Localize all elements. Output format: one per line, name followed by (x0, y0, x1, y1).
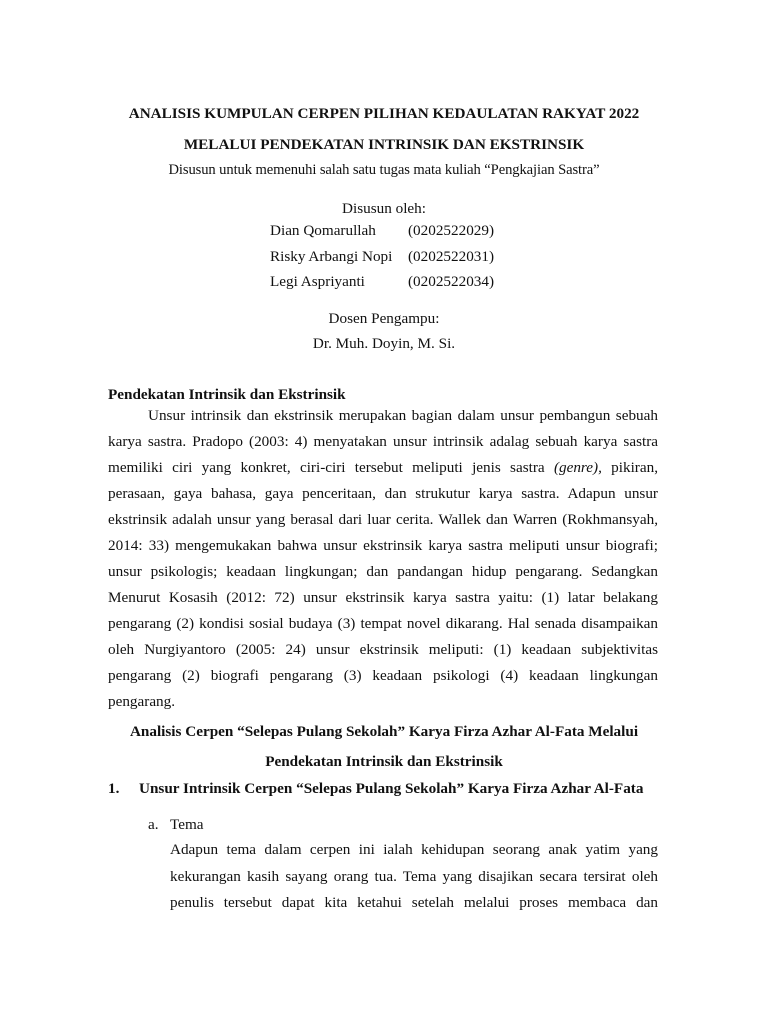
author-id: (0202522031) (408, 247, 495, 265)
subsection-label: Tema (170, 816, 204, 833)
author-row (270, 269, 494, 295)
author-name: Risky Arbangi Nopi (270, 247, 393, 265)
section-heading: Pendekatan Intrinsik dan Ekstrinsik (108, 386, 346, 403)
author-list (270, 218, 494, 295)
analysis-title (0, 718, 768, 775)
title-line-2: MELALUI PENDEKATAN INTRINSIK DAN EKSTRINSIK (183, 136, 585, 153)
section-1-heading (108, 780, 668, 798)
document-subtitle: Disusun untuk memenuhi salah satu tugas mata kuliah “Pengkajian Sastra” (168, 162, 600, 178)
subsection-a-text: Adapun tema dalam cerpen ini ialah kehidupan seorang anak yatim yang kekurangan kasih sayang orang tua. Tema yang disajikan secara tersirat oleh penulis tersebut dapat kita ketahui setelah melalui proses membaca dan (170, 841, 658, 911)
author-id: (0202522029) (408, 222, 495, 239)
section-title: Unsur Intrinsik Cerpen “Selepas Pulang Sekolah” Karya Firza Azhar Al-Fata (139, 780, 644, 797)
author-id: (0202522034) (408, 273, 495, 290)
paragraph-text-end: pikiran, perasaan, gaya bahasa, gaya penceritaan, dan strukutur karya sastra. Adapun unsur ekstrinsik adalah unsur yang berasal dari luar cerita. Wallek dan Warren (Rokhmansyah, 2014: 33) mengemukakan bahwa unsur ekstrinsik karya sastra meliputi unsur biografi; unsur psikologis; keadaan lingkungan; dan pandangan hidup pengarang. Sedangkan Menurut Kosasih (2012: 72) unsur ekstrinsik karya sastra yaitu: (1) latar belakang pengarang (2) kondisi sosial budaya (3) tempat novel dikarang. Hal senada disampaikan oleh Nurgiyantoro (2005: 24) unsur ekstrinsik meliputi: (1) keadaan subjektivitas pengarang (2) biografi pengarang (3) keadaan psikologi (4) keadaan lingkungan pengarang. (108, 459, 658, 710)
body-paragraph (108, 403, 658, 715)
author-name: Legi Aspriyanti (270, 273, 365, 290)
paragraph-text-start: Unsur intrinsik dan ekstrinsik merupakan bagian dalam unsur pembangun sebuah karya sastra. Pradopo (2003: 4) menyatakan unsur intrinsik adalag sebuah karya sastra memiliki ciri yang konkret, ciri-ciri tersebut meliputi jenis sastra (108, 407, 658, 476)
lecturer-name: Dr. Muh. Doyin, M. Si. (312, 335, 456, 352)
analysis-title-line-2: Pendekatan Intrinsik dan Ekstrinsik (265, 753, 503, 770)
document-title (0, 100, 768, 158)
lecturer-label: Dosen Pengampu: (328, 310, 440, 327)
genre-term: (genre), (553, 459, 602, 476)
subsection-letter: a. (148, 816, 159, 833)
section-number: 1. (108, 780, 120, 797)
title-line-1: ANALISIS KUMPULAN CERPEN PILIHAN KEDAULATAN RAKYAT 2022 (128, 105, 640, 122)
compiled-by-label: Disusun oleh: (342, 200, 426, 217)
author-name: Dian Qomarullah (270, 222, 376, 239)
author-row (270, 244, 494, 270)
analysis-title-line-1: Analisis Cerpen “Selepas Pulang Sekolah” Karya Firza Azhar Al-Fata Melalui (129, 723, 639, 740)
author-row (270, 218, 494, 244)
subsection-a-heading (148, 816, 204, 834)
